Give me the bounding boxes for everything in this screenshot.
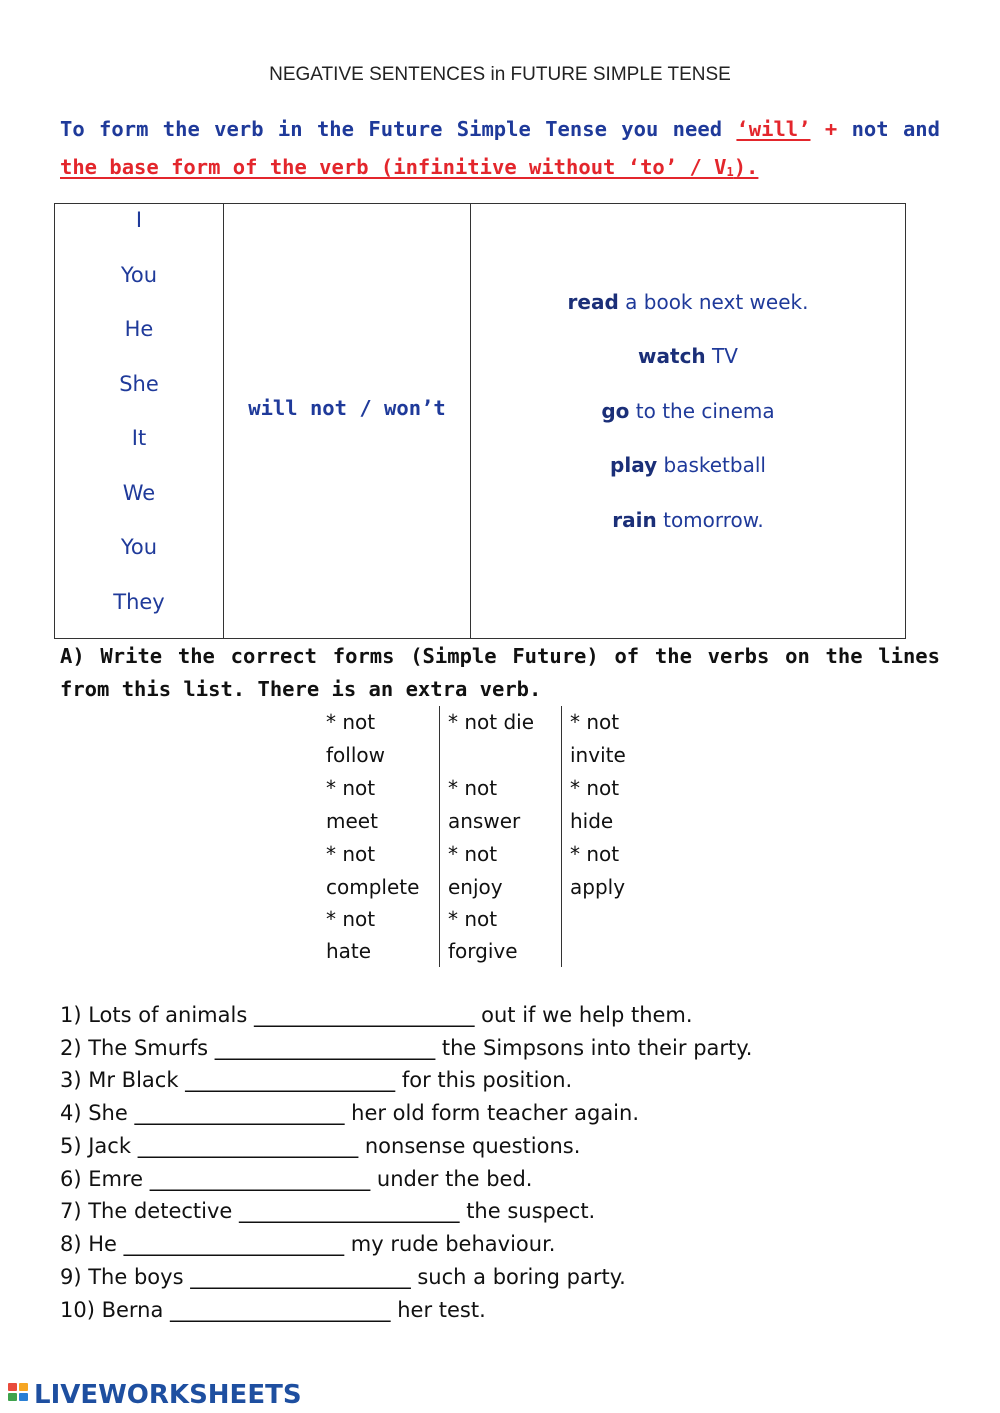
intro-base-form (60, 155, 758, 179)
exercise-sentence (60, 1265, 626, 1289)
sentence-end: under the bed. (370, 1167, 533, 1191)
answer-blank[interactable]: ____________________ (134, 1101, 345, 1125)
pronoun: He (124, 317, 154, 341)
answer-blank[interactable]: _____________________ (190, 1265, 411, 1289)
answer-blank[interactable]: _____________________ (239, 1199, 460, 1223)
verb-item: * not (570, 776, 620, 800)
answer-blank[interactable]: ____________________ (185, 1068, 396, 1092)
sentence-end: the suspect. (459, 1199, 596, 1223)
sentence-start: 7) The detective (60, 1199, 240, 1223)
example-phrase (471, 508, 905, 532)
verb-item: meet (326, 809, 378, 833)
verb-item: answer (448, 809, 521, 833)
verb-item: invite (570, 743, 626, 767)
phrase-rest: to the cinema (629, 399, 775, 423)
verb-item: * not (326, 907, 376, 931)
verb-item: * not (448, 842, 498, 866)
sentence-start: 1) Lots of animals (60, 1003, 254, 1027)
phrase-verb: watch (638, 344, 706, 368)
intro-part1: To form the verb in the Future Simple Tense you need (60, 117, 737, 141)
sentence-start: 2) The Smurfs (60, 1036, 215, 1060)
sentence-end: such a boring party. (410, 1265, 626, 1289)
sentence-start: 4) She (60, 1101, 135, 1125)
exercise-sentence (60, 1232, 555, 1256)
example-phrase (471, 399, 905, 423)
exercise-sentence (60, 1167, 532, 1191)
verb-item: hate (326, 939, 372, 963)
task-a-instructions: A) Write the correct forms (Simple Future) of the verbs on the lines from this list. There is an extra verb. (60, 644, 940, 701)
sentence-end: her test. (390, 1298, 486, 1322)
intro-will: ‘will’ (736, 117, 811, 141)
intro-end: ). (733, 155, 759, 179)
table-divider-1 (223, 204, 224, 638)
sentence-start: 9) The boys (60, 1265, 191, 1289)
exercise-sentence (60, 1068, 572, 1092)
verb-item: * not (326, 842, 376, 866)
exercise-sentence (60, 1036, 752, 1060)
verb-item: * not (326, 710, 376, 734)
answer-blank[interactable]: _____________________ (123, 1232, 345, 1256)
verb-item: forgive (448, 939, 518, 963)
liveworksheets-logo (8, 1380, 302, 1410)
sentence-end: the Simpsons into their party. (435, 1036, 753, 1060)
phrase-rest: TV (705, 344, 738, 368)
intro-not-and: not and (851, 117, 940, 141)
verb-item: * not (326, 776, 376, 800)
verb-item: complete (326, 875, 420, 899)
sentence-end: my rude behaviour. (344, 1232, 556, 1256)
verb-item: follow (326, 743, 385, 767)
sentence-end: for this position. (395, 1068, 573, 1092)
answer-blank[interactable]: _____________________ (253, 1003, 475, 1027)
sentence-end: nonsense questions. (358, 1134, 581, 1158)
phrase-verb: go (601, 399, 630, 423)
example-phrase (471, 344, 905, 368)
pronoun: It (131, 426, 147, 450)
liveworksheets-logo-icon (8, 1382, 30, 1408)
pronoun: You (120, 263, 158, 287)
intro-subscript: 1 (726, 165, 734, 179)
example-phrase (471, 453, 905, 477)
pronoun: I (135, 208, 143, 232)
page-title: NEGATIVE SENTENCES in FUTURE SIMPLE TENSE (269, 64, 731, 85)
pronoun: We (122, 481, 156, 505)
pronoun: They (113, 590, 165, 614)
exercise-sentence (60, 1101, 639, 1125)
sentence-end: out if we help them. (474, 1003, 693, 1027)
answer-blank[interactable]: _____________________ (149, 1167, 371, 1191)
exercise-sentence (60, 1298, 486, 1322)
answer-blank[interactable]: _____________________ (170, 1298, 391, 1322)
phrase-rest: tomorrow. (656, 508, 764, 532)
intro-part2: the base form of the verb (infinitive without ‘to’ / V (60, 155, 727, 179)
example-phrase (471, 290, 905, 314)
answer-blank[interactable]: _____________________ (214, 1036, 436, 1060)
will-not-label: will not / won’t (248, 396, 446, 420)
pronoun: You (120, 535, 158, 559)
intro-text (60, 110, 940, 191)
sentence-start: 10) Berna (60, 1298, 171, 1322)
intro-plus: + (810, 117, 852, 141)
sentence-start: 3) Mr Black (60, 1068, 186, 1092)
verb-item: * not (448, 776, 498, 800)
pronoun: She (119, 372, 159, 396)
verb-item: * not (570, 710, 620, 734)
grammar-table (54, 203, 906, 639)
exercise-sentence (60, 1003, 693, 1027)
verb-item: * not die (448, 710, 535, 734)
sentence-start: 5) Jack (60, 1134, 138, 1158)
sentence-start: 8) He (60, 1232, 124, 1256)
verb-item: * not (570, 842, 620, 866)
sentence-end: her old form teacher again. (344, 1101, 640, 1125)
phrase-rest: basketball (657, 453, 766, 477)
phrase-rest: a book next week. (618, 290, 809, 314)
phrase-verb: read (567, 290, 619, 314)
verb-item: enjoy (448, 875, 503, 899)
phrase-verb: play (610, 453, 658, 477)
verb-list-divider-2 (561, 706, 562, 967)
verb-item: * not (448, 907, 498, 931)
verb-list-divider-1 (439, 706, 440, 967)
logo-text: LIVEWORKSHEETS (34, 1380, 302, 1410)
exercise-sentence (60, 1199, 595, 1223)
sentence-start: 6) Emre (60, 1167, 150, 1191)
verb-item: hide (570, 809, 614, 833)
exercise-sentence (60, 1134, 580, 1158)
verb-item: apply (570, 875, 626, 899)
answer-blank[interactable]: _____________________ (137, 1134, 359, 1158)
phrase-verb: rain (612, 508, 657, 532)
